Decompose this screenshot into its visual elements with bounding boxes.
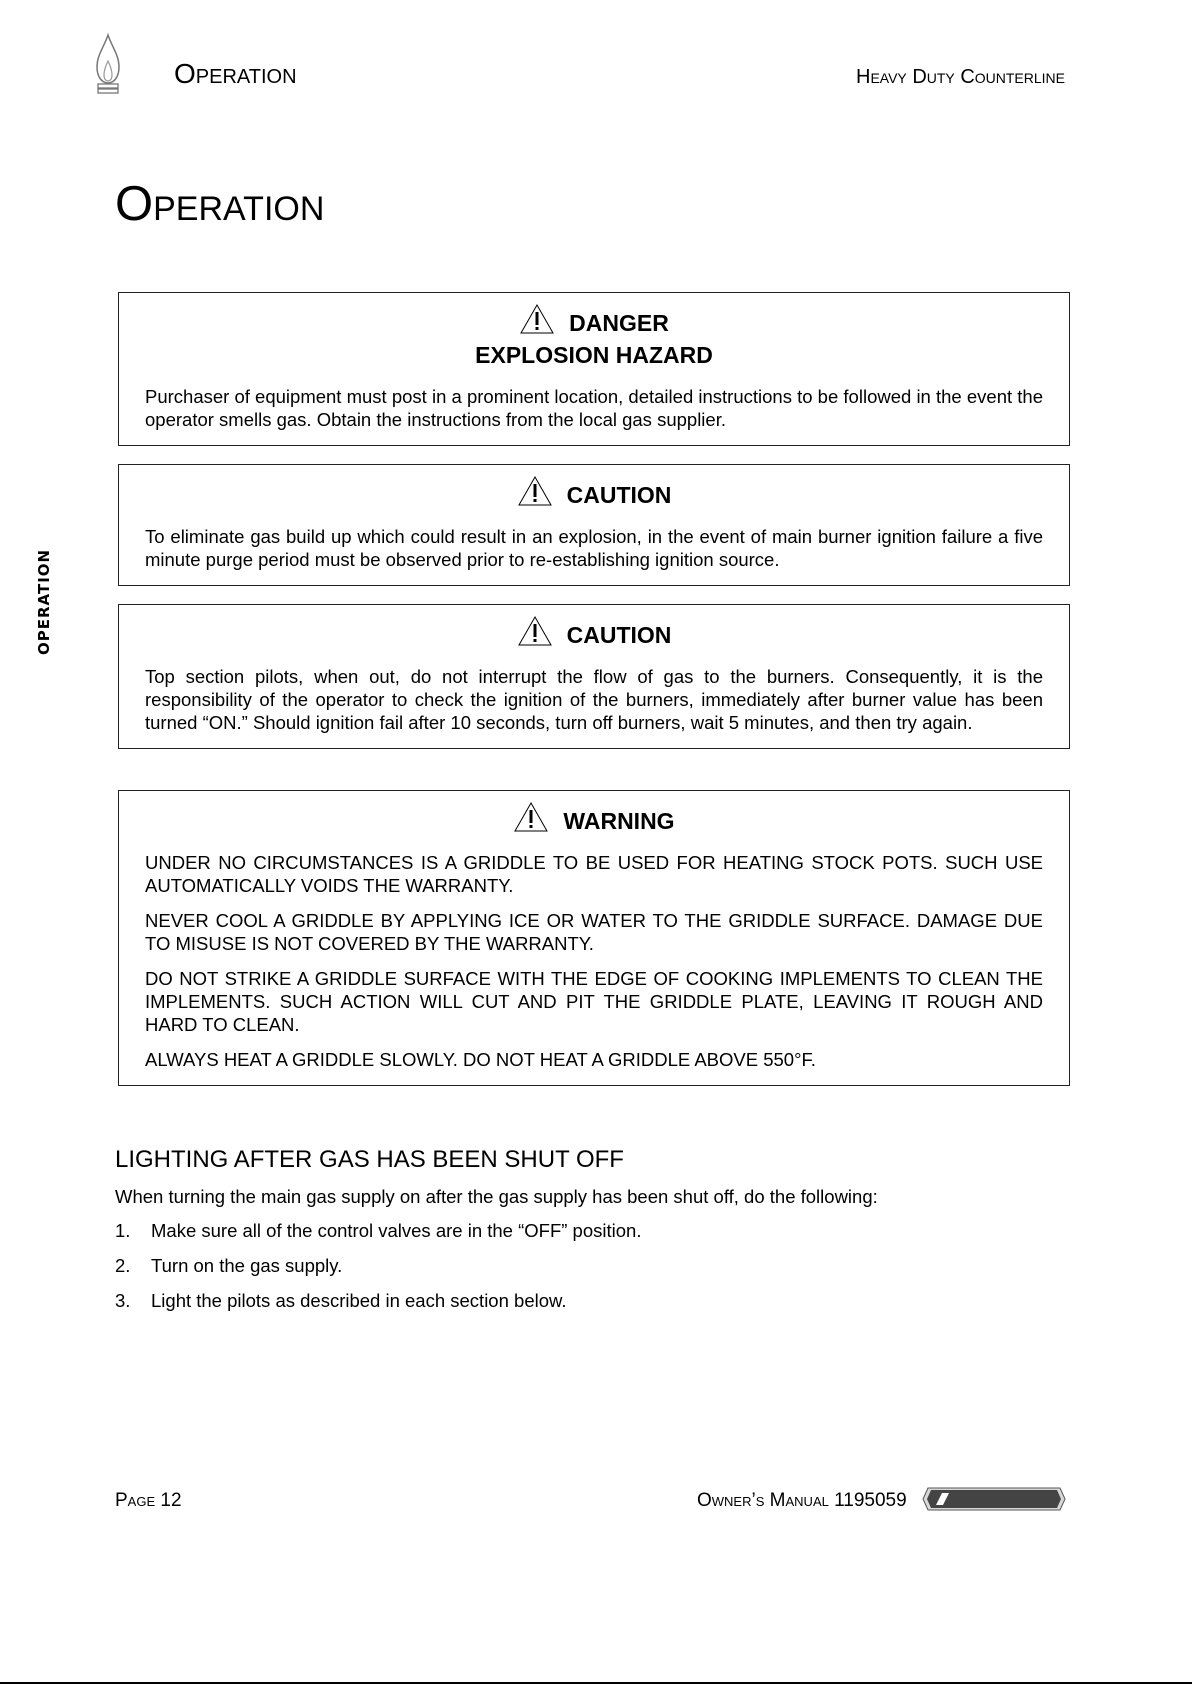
notice-text: Purchaser of equipment must post in a prominent location, detailed instructions to be followed in the event the operator smells gas. Obtain the instructions from the local gas supplier.: [145, 386, 1043, 430]
list-item: [115, 1255, 641, 1290]
step-number: 3.: [115, 1290, 131, 1311]
page-title: Operation: [115, 177, 325, 231]
caution-notice-purge: [118, 464, 1070, 586]
notice-text: Top section pilots, when out, do not interrupt the flow of gas to the burners. Consequently, it is the responsibility of the operator to check the ignition of the burners, immediately after burner value has been turned “ON.” Should ignition fail after 10 seconds, turn off burners, wait 5 minutes, and then try again.: [145, 666, 1043, 733]
notice-level: DANGER: [569, 310, 669, 336]
step-number: 1.: [115, 1220, 131, 1241]
section-intro: When turning the main gas supply on after the gas supply has been shut off, do the following:: [115, 1186, 878, 1207]
notice-text: To eliminate gas build up which could result in an explosion, in the event of main burner ignition failure a five minute purge period must be observed prior to re-establishing ignition source.: [145, 526, 1043, 570]
warning-triangle-icon: [517, 615, 553, 647]
notice-subtitle: EXPLOSION HAZARD: [475, 342, 713, 368]
step-text: Light the pilots as described in each section below.: [151, 1290, 567, 1311]
list-item: [115, 1220, 641, 1255]
header-product-title: Heavy Duty Counterline: [856, 66, 1065, 88]
warning-notice-griddle: [118, 790, 1070, 1086]
flame-icon: [92, 33, 124, 97]
list-item: [115, 1290, 641, 1325]
caution-notice-pilots: [118, 604, 1070, 749]
notice-level: WARNING: [563, 808, 675, 834]
danger-notice: [118, 292, 1070, 446]
notice-level: CAUTION: [566, 482, 672, 508]
step-text: Make sure all of the control valves are in the “OFF” position.: [151, 1220, 642, 1241]
southbend-logo: [922, 1487, 1066, 1511]
notice-text: ALWAYS HEAT A GRIDDLE SLOWLY. DO NOT HEAT A GRIDDLE ABOVE 550°F.: [145, 1049, 816, 1070]
notice-text: NEVER COOL A GRIDDLE BY APPLYING ICE OR WATER TO THE GRIDDLE SURFACE. DAMAGE DUE TO MISUSE IS NOT COVERED BY THE WARRANTY.: [145, 910, 1043, 954]
page-number: Page 12: [115, 1490, 182, 1511]
warning-triangle-icon: [513, 801, 549, 833]
manual-number: Owner’s Manual 1195059: [697, 1490, 907, 1511]
warning-triangle-icon: [517, 475, 553, 507]
side-tab-label: OPERATION: [35, 548, 53, 655]
header-section-title: Operation: [174, 58, 297, 89]
notice-text: UNDER NO CIRCUMSTANCES IS A GRIDDLE TO BE USED FOR HEATING STOCK POTS. SUCH USE AUTOMATICALLY VOIDS THE WARRANTY.: [145, 852, 1043, 896]
step-number: 2.: [115, 1255, 131, 1276]
section-heading: LIGHTING AFTER GAS HAS BEEN SHUT OFF: [115, 1146, 624, 1173]
notice-level: CAUTION: [566, 622, 672, 648]
steps-list: [115, 1220, 641, 1325]
notice-text: DO NOT STRIKE A GRIDDLE SURFACE WITH THE EDGE OF COOKING IMPLEMENTS TO CLEAN THE IMPLEMENTS. SUCH ACTION WILL CUT AND PIT THE GRIDDLE PLATE, LEAVING IT ROUGH AND HARD TO CLEAN.: [145, 968, 1043, 1035]
warning-triangle-icon: [519, 303, 555, 335]
step-text: Turn on the gas supply.: [151, 1255, 343, 1276]
page-bottom-rule: [0, 1682, 1192, 1684]
